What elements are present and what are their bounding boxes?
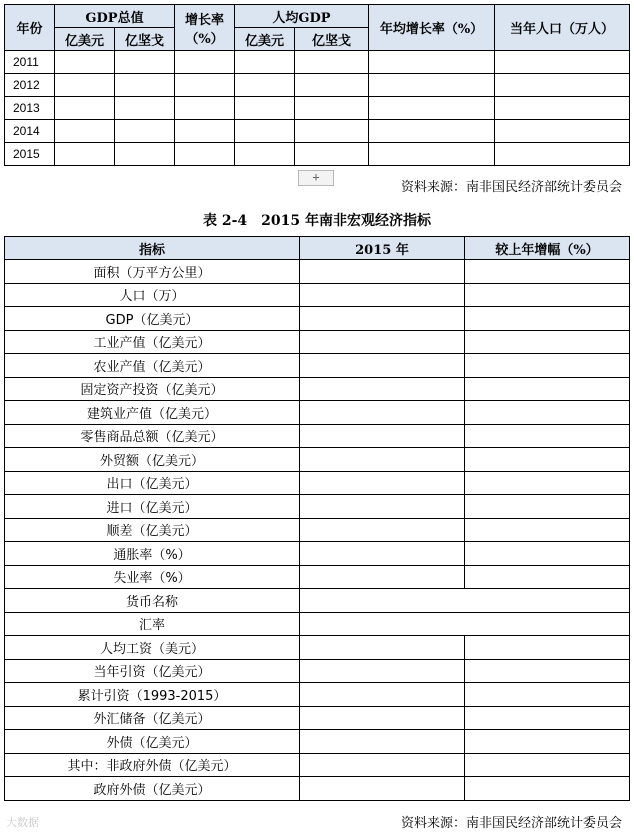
data-cell: [495, 97, 630, 120]
data-cell: [55, 143, 115, 166]
value-cell: [300, 777, 465, 801]
data-cell: [115, 97, 175, 120]
value-cell: [465, 448, 630, 472]
value-cell: [465, 495, 630, 519]
table-row: [5, 589, 630, 613]
value-cell: [300, 283, 465, 307]
year-header: 年份: [5, 5, 55, 51]
data-cell: [295, 97, 369, 120]
merged-value-cell: [300, 589, 630, 613]
data-cell: [495, 51, 630, 74]
table-row: [5, 518, 630, 542]
value-cell: [300, 542, 465, 566]
data-cell: [369, 97, 495, 120]
year-cell: 2012: [5, 74, 55, 97]
table-row: [5, 260, 630, 284]
value-cell: [300, 448, 465, 472]
indicator-label: 固定资产投资（亿美元）: [5, 377, 300, 401]
value-cell: [465, 260, 630, 284]
indicator-label: 当年引资（亿美元）: [5, 659, 300, 683]
value-cell: [465, 730, 630, 754]
table-row: [5, 659, 630, 683]
data-cell: [369, 74, 495, 97]
table-row: [5, 777, 630, 801]
table-row: [5, 471, 630, 495]
year-cell: 2011: [5, 51, 55, 74]
value-cell: [465, 683, 630, 707]
indicator-label: 顺差（亿美元）: [5, 518, 300, 542]
value-cell: [300, 471, 465, 495]
macro-indicators-table: [4, 236, 630, 801]
table-row: [5, 377, 630, 401]
data-cell: [295, 51, 369, 74]
pc-rand-header: 亿坚戈: [295, 28, 369, 51]
value-cell: [465, 518, 630, 542]
pc-usd-header: 亿美元: [235, 28, 295, 51]
data-cell: [175, 51, 235, 74]
source-note-1: 资料来源：南非国民经济部统计委员会: [400, 180, 622, 195]
data-cell: [115, 74, 175, 97]
year-cell: 2015: [5, 143, 55, 166]
value-cell: [300, 495, 465, 519]
add-row-button[interactable]: +: [298, 170, 334, 186]
table-row: [5, 424, 630, 448]
table-row: [5, 143, 630, 166]
growth-rate-header: [175, 5, 235, 51]
merged-value-cell: [300, 612, 630, 636]
table-row: [5, 683, 630, 707]
source-note-2: 资料来源：南非国民经济部统计委员会: [400, 816, 622, 831]
value-cell: [465, 377, 630, 401]
value-cell: [465, 424, 630, 448]
gdp-rand-header: 亿坚戈: [115, 28, 175, 51]
data-cell: [495, 143, 630, 166]
value-cell: [465, 659, 630, 683]
per-capita-gdp-header: 人均GDP: [235, 5, 369, 28]
indicator-label: 货币名称: [5, 589, 300, 613]
indicator-label: 失业率（%）: [5, 565, 300, 589]
table-row: [5, 612, 630, 636]
data-cell: [55, 51, 115, 74]
value-cell: [465, 330, 630, 354]
value-cell: [300, 565, 465, 589]
indicator-label: 面积（万平方公里）: [5, 260, 300, 284]
table-row: [5, 565, 630, 589]
data-cell: [235, 74, 295, 97]
table-row: [5, 730, 630, 754]
value-cell: [465, 354, 630, 378]
value-cell: [465, 401, 630, 425]
value-cell: [300, 518, 465, 542]
data-cell: [369, 120, 495, 143]
data-cell: [369, 143, 495, 166]
data-cell: [175, 74, 235, 97]
watermark: 大数据: [6, 816, 39, 829]
indicator-label: 农业产值（亿美元）: [5, 354, 300, 378]
indicator-header: 指标: [5, 237, 300, 260]
table-row: [5, 753, 630, 777]
data-cell: [235, 143, 295, 166]
indicator-label: 通胀率（%）: [5, 542, 300, 566]
value-cell: [300, 730, 465, 754]
table-row: [5, 51, 630, 74]
growth-rate-label: 增长率: [184, 12, 224, 28]
year-cell: 2014: [5, 120, 55, 143]
table-row: [5, 706, 630, 730]
value-cell: [300, 753, 465, 777]
data-cell: [235, 120, 295, 143]
indicator-label: 出口（亿美元）: [5, 471, 300, 495]
data-cell: [55, 97, 115, 120]
indicator-label: 外汇储备（亿美元）: [5, 706, 300, 730]
value-cell: [465, 753, 630, 777]
table-row: [5, 120, 630, 143]
population-header: 当年人口（万人）: [495, 5, 630, 51]
value-cell: [300, 401, 465, 425]
data-cell: [495, 74, 630, 97]
change-header: 较上年增幅（%）: [465, 237, 630, 260]
data-cell: [55, 74, 115, 97]
year-2015-header: 2015 年: [300, 237, 465, 260]
indicator-label: 人均工资（美元）: [5, 636, 300, 660]
table-row: [5, 448, 630, 472]
data-cell: [115, 51, 175, 74]
gdp-usd-header: 亿美元: [55, 28, 115, 51]
value-cell: [465, 471, 630, 495]
value-cell: [465, 706, 630, 730]
value-cell: [465, 777, 630, 801]
year-cell: 2013: [5, 97, 55, 120]
avg-growth-header: 年均增长率（%）: [369, 5, 495, 51]
indicator-label: 其中：非政府外债（亿美元）: [5, 753, 300, 777]
indicator-label: 外贸额（亿美元）: [5, 448, 300, 472]
value-cell: [300, 659, 465, 683]
table-row: [5, 97, 630, 120]
value-cell: [300, 307, 465, 331]
value-cell: [300, 683, 465, 707]
table-row: [5, 307, 630, 331]
indicator-label: GDP（亿美元）: [5, 307, 300, 331]
data-cell: [295, 143, 369, 166]
gdp-table: [4, 4, 630, 166]
data-cell: [115, 120, 175, 143]
table-row: [5, 354, 630, 378]
value-cell: [465, 307, 630, 331]
data-cell: [295, 74, 369, 97]
data-cell: [295, 120, 369, 143]
data-cell: [235, 97, 295, 120]
data-cell: [115, 143, 175, 166]
table-row: [5, 401, 630, 425]
indicator-label: 政府外债（亿美元）: [5, 777, 300, 801]
indicator-label: 人口（万）: [5, 283, 300, 307]
value-cell: [300, 330, 465, 354]
value-cell: [300, 377, 465, 401]
data-cell: [495, 120, 630, 143]
data-cell: [55, 120, 115, 143]
gdp-total-header: GDP总值: [55, 5, 175, 28]
data-cell: [369, 51, 495, 74]
data-cell: [175, 143, 235, 166]
indicator-label: 工业产值（亿美元）: [5, 330, 300, 354]
table-row: [5, 636, 630, 660]
indicator-label: 汇率: [5, 612, 300, 636]
table-row: [5, 495, 630, 519]
value-cell: [300, 424, 465, 448]
indicator-label: 零售商品总额（亿美元）: [5, 424, 300, 448]
value-cell: [465, 636, 630, 660]
value-cell: [465, 542, 630, 566]
value-cell: [300, 706, 465, 730]
data-cell: [175, 97, 235, 120]
value-cell: [300, 260, 465, 284]
data-cell: [235, 51, 295, 74]
indicator-label: 外债（亿美元）: [5, 730, 300, 754]
value-cell: [300, 354, 465, 378]
indicator-label: 累计引资（1993-2015）: [5, 683, 300, 707]
table-row: [5, 74, 630, 97]
table-caption: 表 2-4 2015 年南非宏观经济指标: [202, 213, 431, 229]
value-cell: [300, 636, 465, 660]
data-cell: [175, 120, 235, 143]
indicator-label: 进口（亿美元）: [5, 495, 300, 519]
table-row: [5, 283, 630, 307]
value-cell: [465, 283, 630, 307]
indicator-label: 建筑业产值（亿美元）: [5, 401, 300, 425]
table-row: [5, 542, 630, 566]
growth-rate-unit: （%）: [185, 31, 224, 47]
table-row: [5, 330, 630, 354]
value-cell: [465, 565, 630, 589]
